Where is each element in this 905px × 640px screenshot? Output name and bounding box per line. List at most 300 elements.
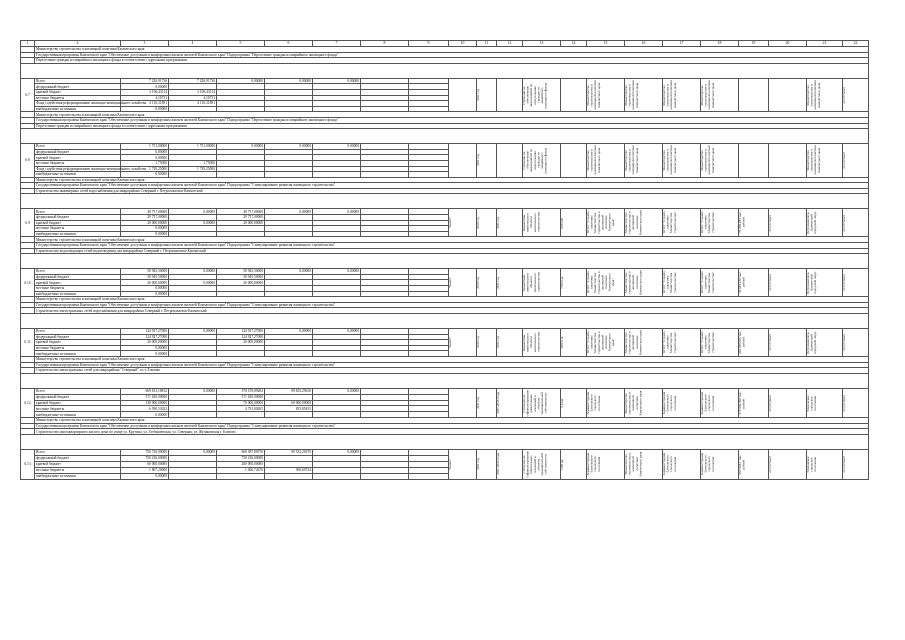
item-index: 6.9 (21, 209, 35, 237)
amount-cell: 130 000,00000 (121, 400, 169, 406)
item-index: 6.13 (21, 450, 35, 480)
column-number: 7 (313, 41, 361, 47)
funding-source: федеральный бюджет (35, 84, 121, 90)
attribute-text: Министерство строительства и жилищной политики Камчатского края (624, 145, 639, 176)
attribute-cell (663, 269, 701, 297)
amount-cell: 0,00000 (121, 149, 169, 155)
attribute-cell (807, 450, 843, 480)
attribute-text: Министерство строительства и жилищной политики Камчатского края (806, 80, 821, 110)
attribute-cell (625, 388, 663, 418)
block-title: Государственная программа Камчатского края "Обеспечение доступным и комфортным жильем жителей Камчатского края" Подпрограмма "Стимулирование развития жилищного строительства" (35, 302, 869, 308)
funding-source: федеральный бюджет (35, 215, 121, 221)
funding-source: внебюджетные источники (35, 172, 121, 178)
attribute-cell (587, 209, 625, 237)
amount-cell: 20 000,00000 (217, 340, 265, 346)
attribute-cell (663, 328, 701, 356)
amount-cell: 0,00000 (121, 291, 169, 297)
attribute-text: 2021 год (476, 89, 480, 102)
attribute-cell (843, 450, 869, 480)
attribute-text: Министерство строительства и жилищной политики Камчатского края (624, 270, 643, 296)
item-index: 6.11 (21, 328, 35, 356)
funding-source: местные бюджеты (35, 406, 121, 412)
attribute-cell (663, 388, 701, 418)
amount-cell: 29 757,00000 (217, 215, 265, 221)
attribute-cell (739, 269, 769, 297)
block-title: Переселение граждан из аварийного жилищного фонда в соответствии с адресными программами (35, 123, 869, 129)
attribute-cell (523, 269, 561, 297)
attribute-text: Министерство строительства и жилищной политики Камчатского края (806, 145, 821, 176)
amount-cell: 0,00000 (121, 345, 169, 351)
attribute-text: Елизовское городское поселение (806, 395, 818, 411)
block-title: Строительство магистральных сетей для микрорайона "Северный" п.г.т. Елизово (35, 368, 869, 374)
funding-source: краевой бюджет (35, 400, 121, 406)
amount-cell: 0,00000 (265, 209, 313, 215)
attribute-cell (587, 388, 625, 418)
attribute-text: Администрация Елизовского городского поселения (700, 452, 715, 476)
attribute-cell (449, 328, 477, 356)
amount-cell: 750 416,00000 (217, 455, 265, 461)
amount-cell: 0,00000 (313, 269, 361, 275)
amount-cell: 1 749,25000 (169, 166, 217, 172)
block-title: Государственная программа Камчатского края "Обеспечение доступным и комфортным жильем жителей Камчатского края" Подпрограмма "Стимулирование развития жилищного строительства" (35, 183, 869, 189)
attribute-cell (625, 209, 663, 237)
funding-source: внебюджетные источники (35, 412, 121, 418)
attribute-cell (701, 209, 739, 237)
attribute-cell (449, 450, 477, 480)
attribute-text: отсутствует (768, 274, 772, 291)
spacer-row (21, 194, 869, 209)
attribute-text: Министерство строительства и жилищной политики Камчатского края (624, 330, 643, 355)
attribute-cell (701, 450, 739, 480)
amount-cell: 0,00000 (169, 388, 217, 394)
amount-cell: 144 927,27000 (121, 328, 169, 334)
amount-cell: 29 757,00000 (121, 215, 169, 221)
attribute-cell (807, 78, 843, 112)
block-title: Министерство строительства и жилищной политики Камчатского края (35, 177, 869, 183)
attribute-cell (449, 388, 477, 418)
amount-cell: 0,00000 (217, 78, 265, 84)
column-number: 20 (769, 41, 807, 47)
amount-cell: 0,00000 (265, 328, 313, 334)
attribute-cell (561, 144, 587, 178)
amount-cell: 570 159,89202 (217, 388, 265, 394)
attribute-text: Бюджетные инвестиции в объекты капитального строительства (522, 332, 541, 353)
attribute-cell (523, 328, 561, 356)
amount-cell (217, 473, 265, 479)
spacer-cell (21, 313, 869, 328)
attribute-cell (663, 144, 701, 178)
amount-cell: 3 106,43114 (169, 89, 217, 95)
attribute-text: Администрация Елизовского городского поселения (700, 391, 715, 415)
funding-source: федеральный бюджет (35, 334, 121, 340)
amount-cell: 0,00000 (121, 226, 169, 232)
attribute-text: Бюджетные инвестиции в объекты капитального строительства (522, 212, 541, 233)
funding-source: внебюджетные источники (35, 106, 121, 112)
attribute-text: Министерство строительства и жилищной политики Камчатского края (700, 145, 715, 176)
funding-source: внебюджетные источники (35, 291, 121, 297)
block-title: Государственная программа Камчатского края "Обеспечение доступным и комфортным жильем жителей Камчатского края" Подпрограмма "Стимулирование развития жилищного строительства" (35, 362, 869, 368)
spacer-row (21, 313, 869, 328)
attribute-cell (739, 144, 769, 178)
funding-source: Всего (35, 450, 121, 456)
spacer-row (21, 373, 869, 388)
attribute-text: 7200 кв. (560, 458, 564, 470)
attribute-cell (497, 388, 523, 418)
amount-cell: 49 757,00000 (121, 209, 169, 215)
amount-cell: 0,00000 (169, 220, 217, 226)
item-index: 6.10 (21, 269, 35, 297)
attribute-cell (843, 78, 869, 112)
amount-cell: 300,69724 (265, 467, 313, 473)
spacer-row (21, 435, 869, 450)
attribute-text: 6,8 км (560, 398, 564, 408)
amount-cell: 70 000,00000 (217, 400, 265, 406)
attribute-cell (625, 450, 663, 480)
attribute-cell (843, 269, 869, 297)
attribute-text: 2021 год (496, 336, 500, 349)
amount-cell: 0,00000 (169, 280, 217, 286)
amount-cell: 0,00000 (313, 388, 361, 394)
funding-source: Всего (35, 328, 121, 334)
amount-cell: 0,00000 (169, 450, 217, 456)
attribute-text: отсутствует (768, 334, 772, 351)
attribute-text: 675 989,500 тыс. рублей (738, 391, 746, 415)
blank-cell (361, 473, 409, 479)
amount-cell (169, 473, 217, 479)
attribute-text: КГКУ "Служба заказчика Министерства строительства" (700, 271, 715, 294)
attribute-cell (497, 144, 523, 178)
attribute-text: отсутствует (768, 394, 772, 412)
amount-cell: 144 927,27000 (217, 328, 265, 334)
item-index: 6.8 (21, 144, 35, 178)
attribute-text: КГКУ "Служба заказчика Министерства строительства" (662, 271, 677, 294)
attribute-text: "Канал" (448, 217, 452, 229)
attribute-cell (497, 209, 523, 237)
attribute-cell (497, 78, 523, 112)
attribute-cell (739, 328, 769, 356)
amount-cell: 0,00000 (121, 473, 169, 479)
attribute-text: отсутствует (842, 456, 846, 473)
attribute-cell (561, 209, 587, 237)
attribute-cell (769, 269, 807, 297)
block-title: Строительство многоквартирного жилого дома по улице ул. Крутина, ул. Глебышевская, ул. Северная, ул. Жупановская г. Елизово (35, 429, 869, 435)
attribute-text: 2021 год (476, 458, 480, 471)
attribute-cell (843, 328, 869, 356)
amount-cell: 30 945,50000 (217, 274, 265, 280)
attribute-cell (449, 144, 477, 178)
attribute-text: КГКУ "Служба заказчика Министерства строительства" (662, 331, 677, 354)
funding-source: местные бюджеты (35, 226, 121, 232)
block-title: Министерство строительства и жилищной политики Камчатского края (35, 47, 869, 53)
attribute-text: Администрация Елизовского городского поселения (662, 452, 677, 476)
amount-cell: 571 650,00000 (121, 394, 169, 400)
attribute-cell (561, 328, 587, 356)
attribute-text: Субсидии на софинансирование капитальных вложений в объекты муниципальной собственности (522, 451, 548, 478)
amount-cell: 30 945,50000 (121, 274, 169, 280)
attribute-text: 5200 п.м. (560, 335, 564, 349)
attribute-text: "Канал" (448, 458, 452, 470)
attribute-cell (523, 209, 561, 237)
amount-cell: 99 653,29610 (265, 388, 313, 394)
attribute-text: 2021 год (476, 154, 480, 167)
amount-cell: 0,00000 (121, 84, 169, 90)
funding-source: федеральный бюджет (35, 455, 121, 461)
attribute-text: 79 299,495 тыс. рублей (738, 212, 746, 234)
spacer-cell (21, 63, 869, 78)
attribute-text: Министерство строительства и жилищной политики Камчатского края (700, 80, 715, 110)
attribute-text: 2019 год (476, 216, 480, 229)
attribute-cell (625, 144, 663, 178)
attribute-text: Петропавловск-Камчатский городской округ (806, 271, 818, 295)
attribute-text: 2019 год (476, 336, 480, 349)
attribute-text: 59 885,239 тыс. рублей (738, 271, 746, 294)
attribute-cell (561, 388, 587, 418)
column-number: 2 (35, 41, 121, 47)
attribute-text: Министерство строительства и жилищной политики Камчатского края (624, 390, 643, 416)
attribute-text: отсутствует (842, 152, 846, 169)
attribute-cell (843, 388, 869, 418)
attribute-cell (587, 450, 625, 480)
funding-source: внебюджетные источники (35, 473, 121, 479)
attribute-cell (477, 269, 497, 297)
column-number: 8 (361, 41, 409, 47)
attribute-cell (807, 328, 843, 356)
amount-cell: 1 807,20000 (121, 467, 169, 473)
item-index: 6.12 (21, 388, 35, 418)
attribute-text: 2021-2023 годы (496, 453, 500, 476)
attribute-cell (625, 328, 663, 356)
amount-cell: 0,00000 (169, 328, 217, 334)
attribute-text: КГКУ "Служба заказчика Министерства строительства" (700, 331, 715, 354)
amount-cell: 20 000,00000 (121, 220, 169, 226)
attribute-cell (739, 78, 769, 112)
attribute-cell (477, 209, 497, 237)
funding-source: федеральный бюджет (35, 394, 121, 400)
funding-source: краевой бюджет (35, 461, 121, 467)
attribute-text: 960 928,1 тыс. рублей (738, 454, 746, 475)
column-number: 1 (21, 41, 35, 47)
amount-cell: 0,00000 (169, 269, 217, 275)
attribute-cell (449, 78, 477, 112)
attribute-cell (625, 269, 663, 297)
spacer-cell (21, 373, 869, 388)
attribute-text: 6295,00 (560, 217, 564, 229)
amount-cell (313, 473, 361, 479)
amount-cell: 4,16731 (169, 95, 217, 101)
funding-source: федеральный бюджет (35, 274, 121, 280)
spacer-cell (21, 254, 869, 269)
attribute-text: 349 099,095 тыс. рублей (738, 330, 746, 355)
funding-source: Фонд содействия реформированию жилищно-коммунального хозяйства (36, 101, 147, 106)
attribute-text: 2019 год (476, 276, 480, 289)
funding-source: внебюджетные источники (35, 231, 121, 237)
spacer-row (21, 129, 869, 144)
funding-source: местные бюджеты (35, 345, 121, 351)
column-number: 17 (663, 41, 701, 47)
funding-source: внебюджетные источники (35, 351, 121, 357)
attribute-cell (769, 144, 807, 178)
block-title: Министерство строительства и жилищной политики Камчатского края (35, 237, 869, 243)
amount-cell: 0,00000 (313, 144, 361, 150)
program-table (20, 40, 869, 480)
attribute-cell (477, 78, 497, 112)
column-number: 12 (497, 41, 523, 47)
amount-cell: 0,00000 (313, 209, 361, 215)
column-number: 5 (217, 41, 265, 47)
attribute-cell (701, 269, 739, 297)
funding-source: краевой бюджет (35, 155, 121, 161)
amount-cell: 60 000,00000 (265, 400, 313, 406)
attribute-cell (843, 209, 869, 237)
attribute-text: отсутствует (842, 214, 846, 232)
attribute-text: отсутствует (842, 274, 846, 291)
attribute-cell (663, 450, 701, 480)
amount-cell: 0,00000 (121, 412, 169, 418)
attribute-cell (807, 209, 843, 237)
attribute-text: "Канал" (448, 336, 452, 349)
column-number: 22 (843, 41, 869, 47)
funding-source: федеральный бюджет (35, 149, 121, 155)
amount-cell: 0,00000 (121, 155, 169, 161)
amount-cell: 0,00000 (265, 144, 313, 150)
amount-cell: 4 116,31891 (121, 101, 169, 107)
column-number: 4 (169, 41, 217, 47)
spacer-row (21, 254, 869, 269)
amount-cell: 99 532,20370 (265, 450, 313, 456)
amount-cell: 50 945,50000 (121, 269, 169, 275)
block-title: Министерство строительства и жилищной политики Камчатского края (35, 418, 869, 424)
amount-cell: 4,16731 (121, 95, 169, 101)
attribute-text: Администрация Елизовского городского поселения (586, 391, 601, 415)
attribute-cell (587, 78, 625, 112)
attribute-cell (701, 78, 739, 112)
attribute-cell (701, 328, 739, 356)
attribute-text: Министерство строительства и жилищной политики Камчатского края (624, 210, 643, 236)
attribute-text: КГКУ "Служба заказчика Министерства строительства и жилищной политики Камчатского края" (586, 271, 616, 294)
attribute-cell (587, 144, 625, 178)
amount-cell: 0,00000 (217, 144, 265, 150)
block-title: Министерство строительства и жилищной политики Камчатского края (35, 356, 869, 362)
column-number: 16 (625, 41, 663, 47)
block-title: Министерство строительства и жилищной политики Камчатского края (35, 297, 869, 303)
amount-cell: 0,00000 (265, 78, 313, 84)
amount-cell: 0,00000 (313, 78, 361, 84)
attribute-cell (807, 269, 843, 297)
amount-cell: 0,00000 (169, 209, 217, 215)
attribute-text: Министерство строительства и жилищной политики Камчатского края (586, 145, 601, 176)
amount-cell: 4 116,31891 (169, 101, 217, 107)
column-number: 21 (807, 41, 843, 47)
amount-cell: 49 757,00000 (217, 209, 265, 215)
amount-cell: 1,75000 (121, 160, 169, 166)
attribute-cell (807, 388, 843, 418)
funding-source: Всего (35, 209, 121, 215)
amount-cell (265, 473, 313, 479)
spacer-row (21, 63, 869, 78)
attribute-text: Министерство строительства и жилищной политики Камчатского края (586, 80, 601, 110)
attribute-cell (807, 144, 843, 178)
attribute-cell (477, 144, 497, 178)
attribute-cell (769, 209, 807, 237)
block-title: Строительство магистральных сетей водоснабжения для микрорайона Северный г. Петропавловск-Камчатский (35, 308, 869, 314)
amount-cell: 669 813,18812 (121, 388, 169, 394)
funding-source: местные бюджеты (35, 95, 121, 101)
amount-cell: 1 751,00000 (169, 144, 217, 150)
amount-cell: 124 927,27000 (217, 334, 265, 340)
attribute-cell (587, 328, 625, 356)
amount-cell: 960 387,80576 (217, 450, 265, 456)
attribute-cell (561, 78, 587, 112)
amount-cell: 7 226,91736 (121, 78, 169, 84)
funding-source: Всего (35, 144, 121, 150)
attribute-text: 2021 год (496, 276, 500, 289)
attribute-text: Петропавловск-Камчатский городской округ (806, 211, 818, 235)
attribute-text: 7760 п.м. (560, 276, 564, 290)
amount-cell: 60 000,00000 (121, 461, 169, 467)
block-title: Министерство строительства и жилищной политики Камчатского края (35, 112, 869, 118)
amount-cell: 1,75000 (169, 160, 217, 166)
block-title: Строительство водоотводящих сетей водоотведения для микрорайона Северный г. Петропавловск-Камчатский (35, 248, 869, 254)
attribute-cell (477, 328, 497, 356)
funding-source: Всего (35, 78, 121, 84)
amount-cell: 750 416,00000 (121, 455, 169, 461)
column-number: 18 (701, 41, 739, 47)
block-title: Государственная программа Камчатского края "Обеспечение доступным и комфортным жильем жителей Камчатского края" Подпрограмма "Стимулирование развития жилищного строительства" (35, 243, 869, 249)
amount-cell: 6 590,53022 (121, 406, 169, 412)
funding-source: Всего (35, 388, 121, 394)
spacer-cell (21, 435, 869, 450)
column-number: 15 (587, 41, 625, 47)
attribute-cell (477, 388, 497, 418)
funding-source: краевой бюджет (35, 280, 121, 286)
funding-source: местные бюджеты (35, 160, 121, 166)
attribute-text: Администрация Елизовского городского поселения (586, 452, 601, 476)
attribute-cell (449, 209, 477, 237)
attribute-text: Субсидии на обеспечение мероприятий по переселению граждан из аварийного жилищного фонда (522, 147, 548, 174)
attribute-cell (769, 450, 807, 480)
block-title: Переселение граждан из аварийного жилищного фонда в соответствии с адресными программами (35, 58, 869, 64)
attribute-text: КГКУ "Служба заказчика Министерства строительства" (700, 212, 715, 234)
amount-cell: 855,85815 (265, 406, 313, 412)
column-number: 10 (449, 41, 477, 47)
attribute-text: Бюджетные инвестиции в объекты капитального строительства (522, 272, 541, 293)
attribute-text: Субсидии на софинансирование капитальных вложений в объекты муниципальной собственности (522, 389, 548, 417)
attribute-text: КГКУ "Служба заказчика Министерства строительства" (662, 212, 677, 234)
attribute-text: отсутствует (768, 456, 772, 473)
attribute-text: КГКУ "Служба заказчика Министерства строительства и жилищной политики Камчатского края" (586, 331, 616, 354)
attribute-cell (587, 269, 625, 297)
attribute-cell (561, 269, 587, 297)
attribute-text: Министерство строительства и жилищной политики Камчатского края (662, 145, 677, 176)
attribute-text: Министерство строительства и жилищной политики Камчатского края (662, 80, 677, 110)
column-number: 14 (561, 41, 587, 47)
block-title: Государственная программа Камчатского края "Обеспечение доступным и комфортным жильем жителей Камчатского края" Подпрограмма "Стимулирование развития жилищного строительства" (35, 423, 869, 429)
attribute-cell (843, 144, 869, 178)
attribute-text: КГКУ "Служба заказчика Министерства строительства и жилищной политики Камчатского края" (586, 211, 616, 235)
amount-cell: 20 000,00000 (217, 280, 265, 286)
column-number: 19 (739, 41, 769, 47)
amount-cell: 0,00000 (313, 450, 361, 456)
amount-cell: 0,00000 (265, 269, 313, 275)
attribute-cell (523, 450, 561, 480)
funding-source: Всего (35, 269, 121, 275)
attribute-cell (701, 144, 739, 178)
amount-cell: 571 650,00000 (217, 394, 265, 400)
column-number: 3 (121, 41, 169, 47)
amount-cell: 0,00000 (313, 328, 361, 334)
item-index: 6.7 (21, 78, 35, 112)
amount-cell: 20 000,00000 (217, 220, 265, 226)
